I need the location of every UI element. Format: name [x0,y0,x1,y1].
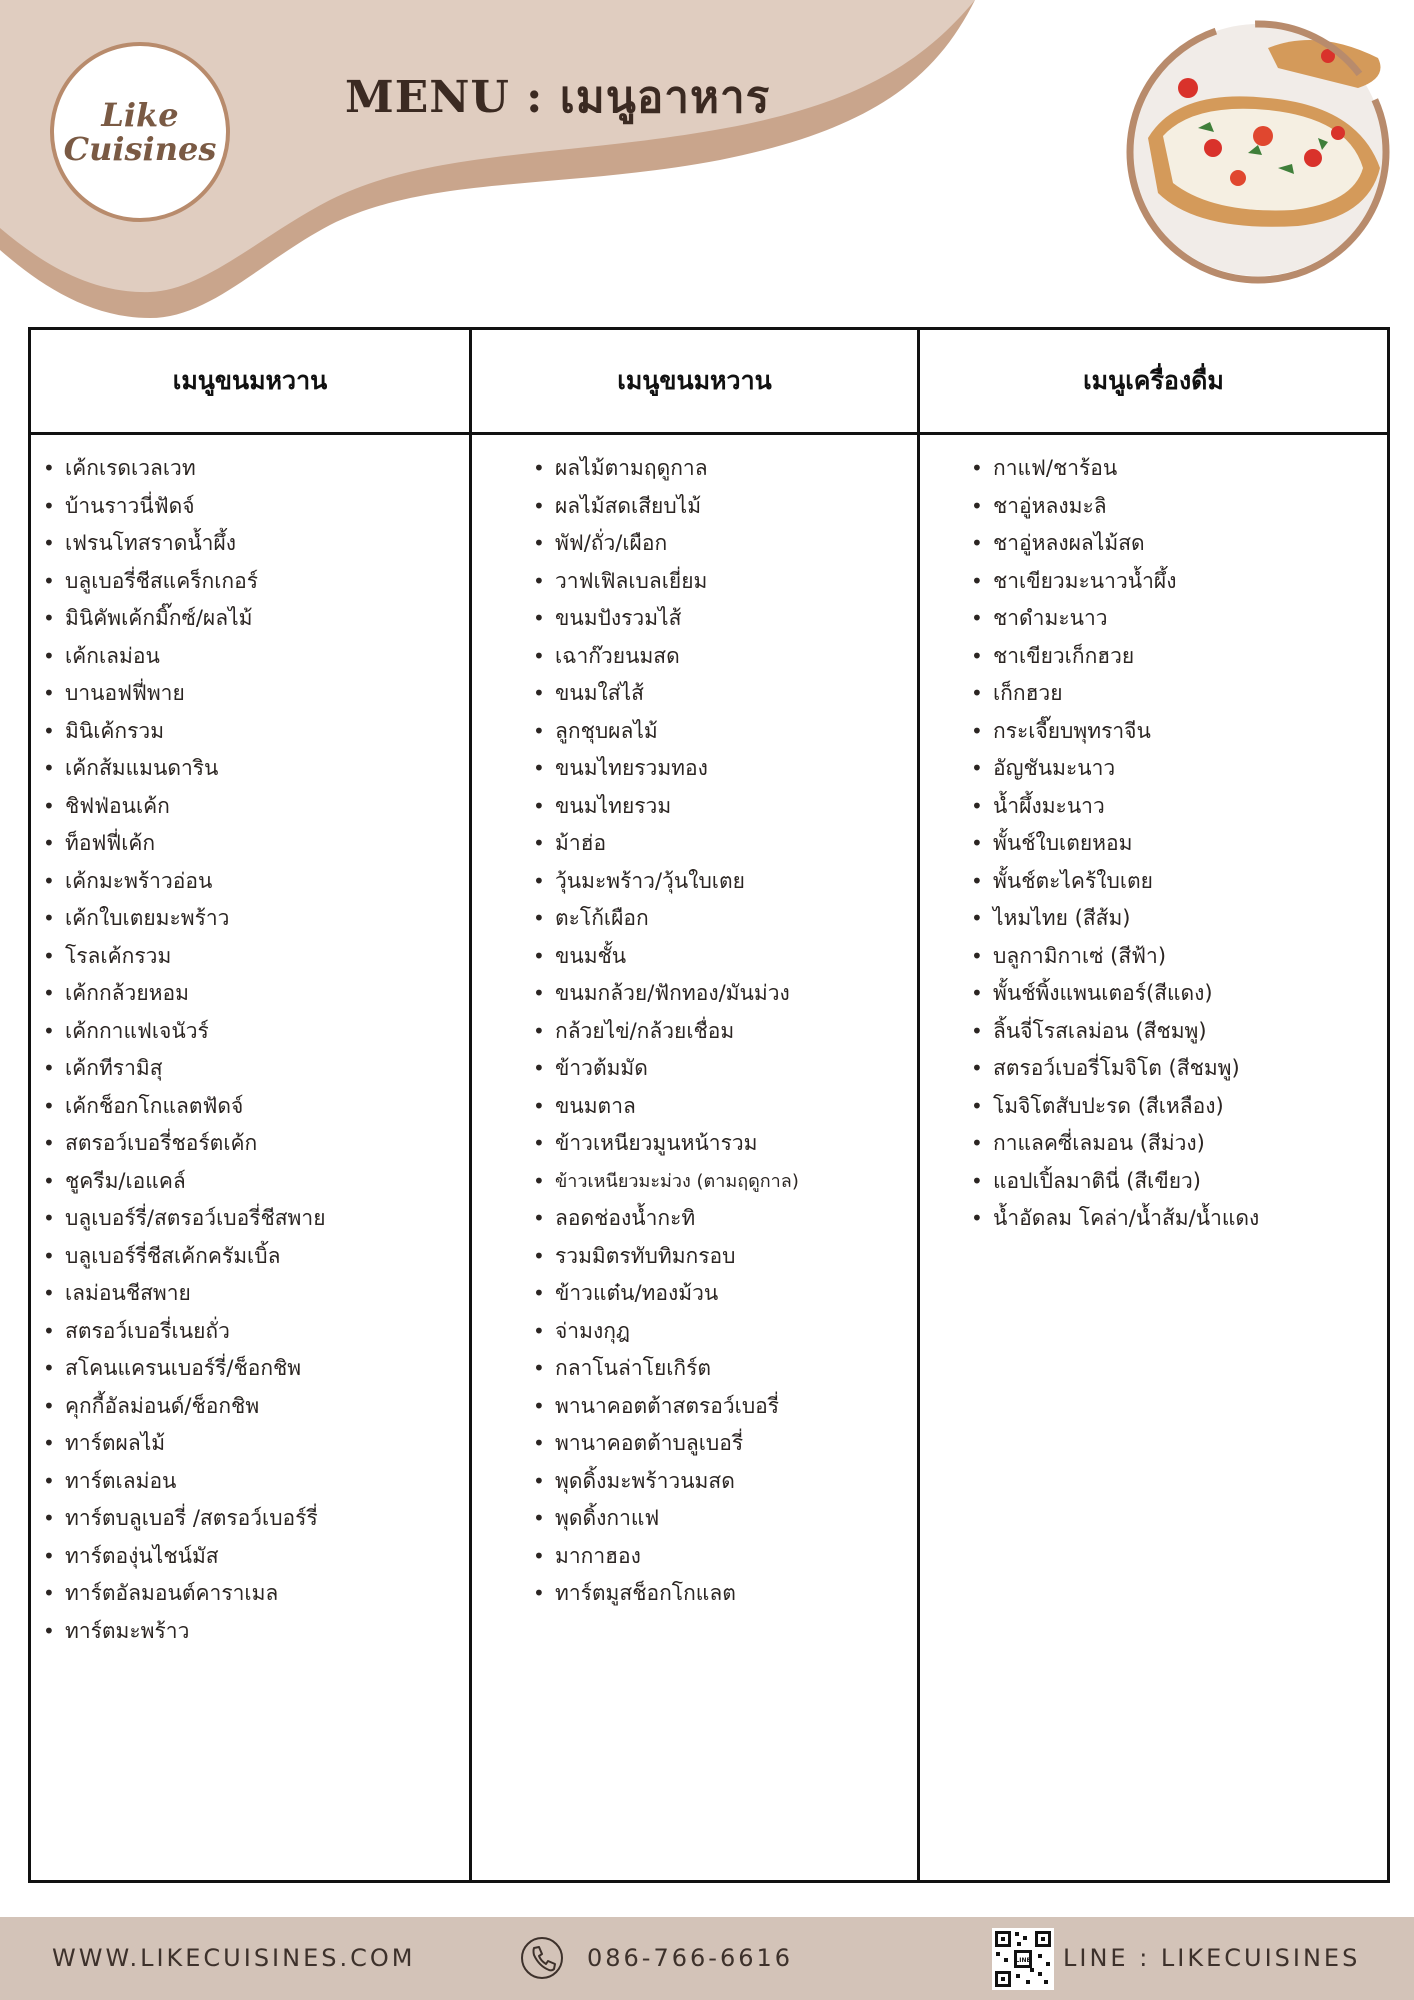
list-item: • พัฟ/ถั่ว/เผือก [525,525,915,563]
list-item: • เค้กทีรามิสุ [35,1050,465,1088]
list-item: • จ่ามงกุฎ [525,1313,915,1351]
list-item: • ชาเขียวเก็กฮวย [963,638,1383,676]
dessert-list-2 [525,450,915,1613]
list-item: • เฉาก๊วยนมสด [525,638,915,676]
list-item: • ขนมไทยรวมทอง [525,750,915,788]
column-heading-desserts-2: เมนูขนมหวาน [617,366,772,395]
list-item: • บลูเบอร์รี่ชีสเค้กครัมเบิ้ล [35,1238,465,1276]
list-item: • ทาร์ตบลูเบอรี่ /สตรอว์เบอร์รี่ [35,1500,465,1538]
list-item: • อัญชันมะนาว [963,750,1383,788]
list-item: • โมจิโตสับปะรด (สีเหลือง) [963,1088,1383,1126]
list-item: • ทาร์ตผลไม้ [35,1425,465,1463]
list-item: • เค้กเลม่อน [35,638,465,676]
list-item: • ขนมกล้วย/ฟักทอง/มันม่วง [525,975,915,1013]
list-item: • เค้กส้มแมนดาริน [35,750,465,788]
column-heading-desserts-1: เมนูขนมหวาน [172,366,328,395]
list-item: • เค้กมะพร้าวอ่อน [35,863,465,901]
list-item: • สตรอว์เบอรี่เนยถั่ว [35,1313,465,1351]
list-item: • บ้านราวนี่ฟัดจ์ [35,488,465,526]
list-item: • ชาอู่หลงมะลิ [963,488,1383,526]
svg-text:LINE: LINE [1015,1957,1031,1964]
list-item: • กระเจี๊ยบพุทราจีน [963,713,1383,751]
list-item: • บลูเบอร์รี่/สตรอว์เบอรี่ชีสพาย [35,1200,465,1238]
list-item: • ขนมไทยรวม [525,788,915,826]
brand-logo [50,42,230,222]
list-item: • ลูกชุบผลไม้ [525,713,915,751]
list-item: • เฟรนโทสราดน้ำผึ้ง [35,525,465,563]
list-item: • น้ำผึ้งมะนาว [963,788,1383,826]
list-item: • เลม่อนชีสพาย [35,1275,465,1313]
list-item: • ลอดช่องน้ำกะทิ [525,1200,915,1238]
food-photo-icon [1118,18,1400,286]
list-item: • พานาคอตต้าบลูเบอรี่ [525,1425,915,1463]
list-item: • เค้กใบเตยมะพร้าว [35,900,465,938]
phone-icon [520,1936,564,1980]
list-item: • บานอฟฟี่พาย [35,675,465,713]
list-item: • บลูกามิกาเซ่ (สีฟ้า) [963,938,1383,976]
list-item: • มากาฮอง [525,1538,915,1576]
list-item: • ทาร์ตองุ่นไชน์มัส [35,1538,465,1576]
logo-line2: Cuisines [63,130,217,168]
logo-line1: Like [101,96,179,134]
list-item: • สโคนแครนเบอร์รี่/ช็อกชิพ [35,1350,465,1388]
list-item: • ม้าฮ่อ [525,825,915,863]
list-item: • ขนมตาล [525,1088,915,1126]
qr-code-icon [992,1928,1054,1990]
list-item: • รวมมิตรทับทิมกรอบ [525,1238,915,1276]
list-item: • ชูครีม/เอแคล์ [35,1163,465,1201]
list-item: • ข้าวเหนียวมูนหน้ารวม [525,1125,915,1163]
menu-table [28,327,1390,1883]
list-item: • คุกกี้อัลม่อนด์/ช็อกชิพ [35,1388,465,1426]
column-divider [917,330,920,1880]
header-divider [31,432,1387,435]
list-item: • กลาโนล่าโยเกิร์ต [525,1350,915,1388]
list-item: • กล้วยไข่/กล้วยเชื่อม [525,1013,915,1051]
list-item: • เค้กกล้วยหอม [35,975,465,1013]
column-divider [469,330,472,1880]
list-item: • ทาร์ตมูสช็อกโกแลต [525,1575,915,1613]
list-item: • ผลไม้สดเสียบไม้ [525,488,915,526]
drink-list [963,450,1383,1238]
list-item: • ขนมชั้น [525,938,915,976]
list-item: • โรลเค้กรวม [35,938,465,976]
list-item: • ข้าวเหนียวมะม่วง (ตามฤดูกาล) [525,1163,915,1201]
list-item: • ทาร์ตเลม่อน [35,1463,465,1501]
column-heading-drinks: เมนูเครื่องดื่ม [1083,366,1224,395]
list-item: • ข้าวแต๋น/ทองม้วน [525,1275,915,1313]
list-item: • เก็กฮวย [963,675,1383,713]
list-item: • ไหมไทย (สีส้ม) [963,900,1383,938]
logo-text [64,98,217,166]
list-item: • พั้นช์ตะไคร้ใบเตย [963,863,1383,901]
list-item: • กาแลคซี่เลมอน (สีม่วง) [963,1125,1383,1163]
list-item: • วาฟเฟิลเบลเยี่ยม [525,563,915,601]
list-item: • ชิฟฟ่อนเค้ก [35,788,465,826]
list-item: • เค้กเรดเวลเวท [35,450,465,488]
website-link[interactable]: WWW.LIKECUISINES.COM [52,1944,416,1972]
dessert-list-1 [35,450,465,1650]
list-item: • สตรอว์เบอรี่โมจิโต (สีชมพู) [963,1050,1383,1088]
list-item: • ขนมปังรวมไส้ [525,600,915,638]
list-item: • วุ้นมะพร้าว/วุ้นใบเตย [525,863,915,901]
list-item: • พานาคอตต้าสตรอว์เบอรี่ [525,1388,915,1426]
list-item: • กาแฟ/ชาร้อน [963,450,1383,488]
list-item: • ลิ้นจี่โรสเลม่อน (สีชมพู) [963,1013,1383,1051]
list-item: • มินิคัพเค้กมิ๊กซ์/ผลไม้ [35,600,465,638]
page-title: MENU : เมนูอาหาร [345,72,771,123]
list-item: • ท็อฟฟี่เค้ก [35,825,465,863]
list-item: • ขนมใส่ไส้ [525,675,915,713]
list-item: • ข้าวต้มมัด [525,1050,915,1088]
list-item: • ทาร์ตมะพร้าว [35,1613,465,1651]
list-item: • ผลไม้ตามฤดูกาล [525,450,915,488]
line-id[interactable]: LINE : LIKECUISINES [1063,1944,1361,1972]
list-item: • แอปเปิ้ลมาตินี่ (สีเขียว) [963,1163,1383,1201]
list-item: • เค้กกาแฟเจนัวร์ [35,1013,465,1051]
footer [0,1917,1414,2000]
list-item: • เค้กช็อกโกแลตฟัดจ์ [35,1088,465,1126]
list-item: • พุดดิ้งมะพร้าวนมสด [525,1463,915,1501]
list-item: • น้ำอัดลม โคล่า/น้ำส้ม/น้ำแดง [963,1200,1383,1238]
list-item: • พั้นช์พิ้งแพนเตอร์(สีแดง) [963,975,1383,1013]
list-item: • ชาดำมะนาว [963,600,1383,638]
phone-number[interactable]: 086-766-6616 [587,1944,794,1972]
list-item: • พั้นช์ใบเตยหอม [963,825,1383,863]
list-item: • ตะโก้เผือก [525,900,915,938]
list-item: • ชาอู่หลงผลไม้สด [963,525,1383,563]
list-item: • สตรอว์เบอรี่ชอร์ตเค้ก [35,1125,465,1163]
list-item: • ชาเขียวมะนาวน้ำผึ้ง [963,563,1383,601]
list-item: • พุดดิ้งกาแฟ [525,1500,915,1538]
list-item: • ทาร์ตอัลมอนต์คาราเมล [35,1575,465,1613]
list-item: • บลูเบอรี่ชีสแคร็กเกอร์ [35,563,465,601]
list-item: • มินิเค้กรวม [35,713,465,751]
